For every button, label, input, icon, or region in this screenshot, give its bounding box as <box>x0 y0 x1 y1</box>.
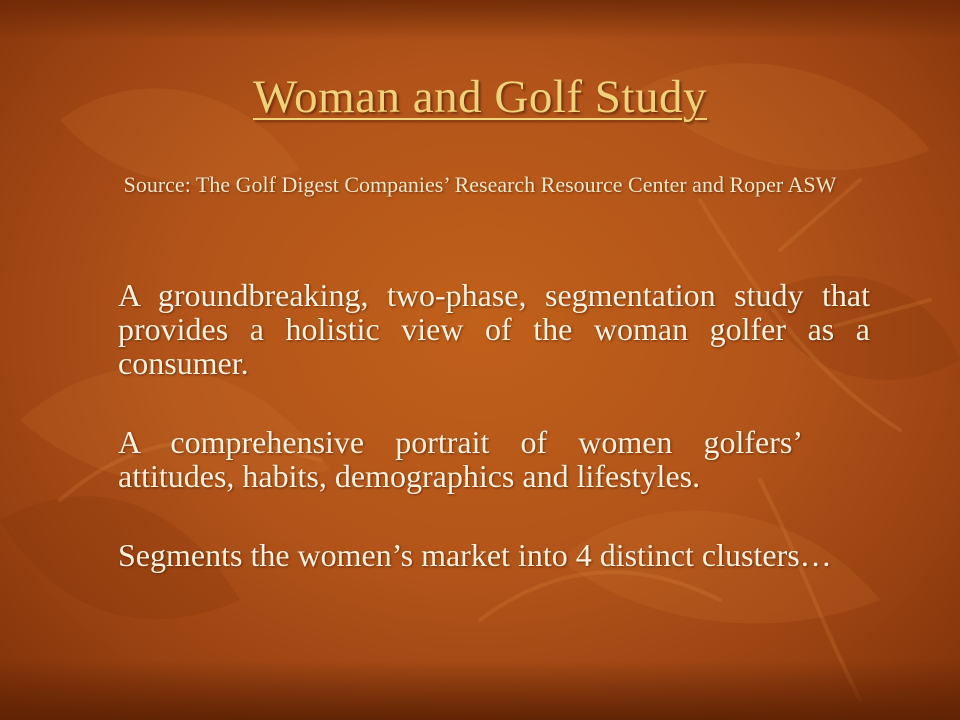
slide-title[interactable]: Woman and Golf Study <box>253 71 707 123</box>
source-citation: Source: The Golf Digest Companies’ Research Resource Center and Roper ASW <box>123 172 837 197</box>
bullet-list <box>118 278 878 572</box>
bullet-item: A groundbreaking, two-phase, segmentation study that provides a holistic view of the woman golfer as a consumer. <box>118 277 870 381</box>
bullet-item: Segments the women’s market into 4 distinct clusters… <box>118 537 832 573</box>
bullet-item: A comprehensive portrait of women golfers’ attitudes, habits, demographics and lifestyles. <box>118 424 803 494</box>
